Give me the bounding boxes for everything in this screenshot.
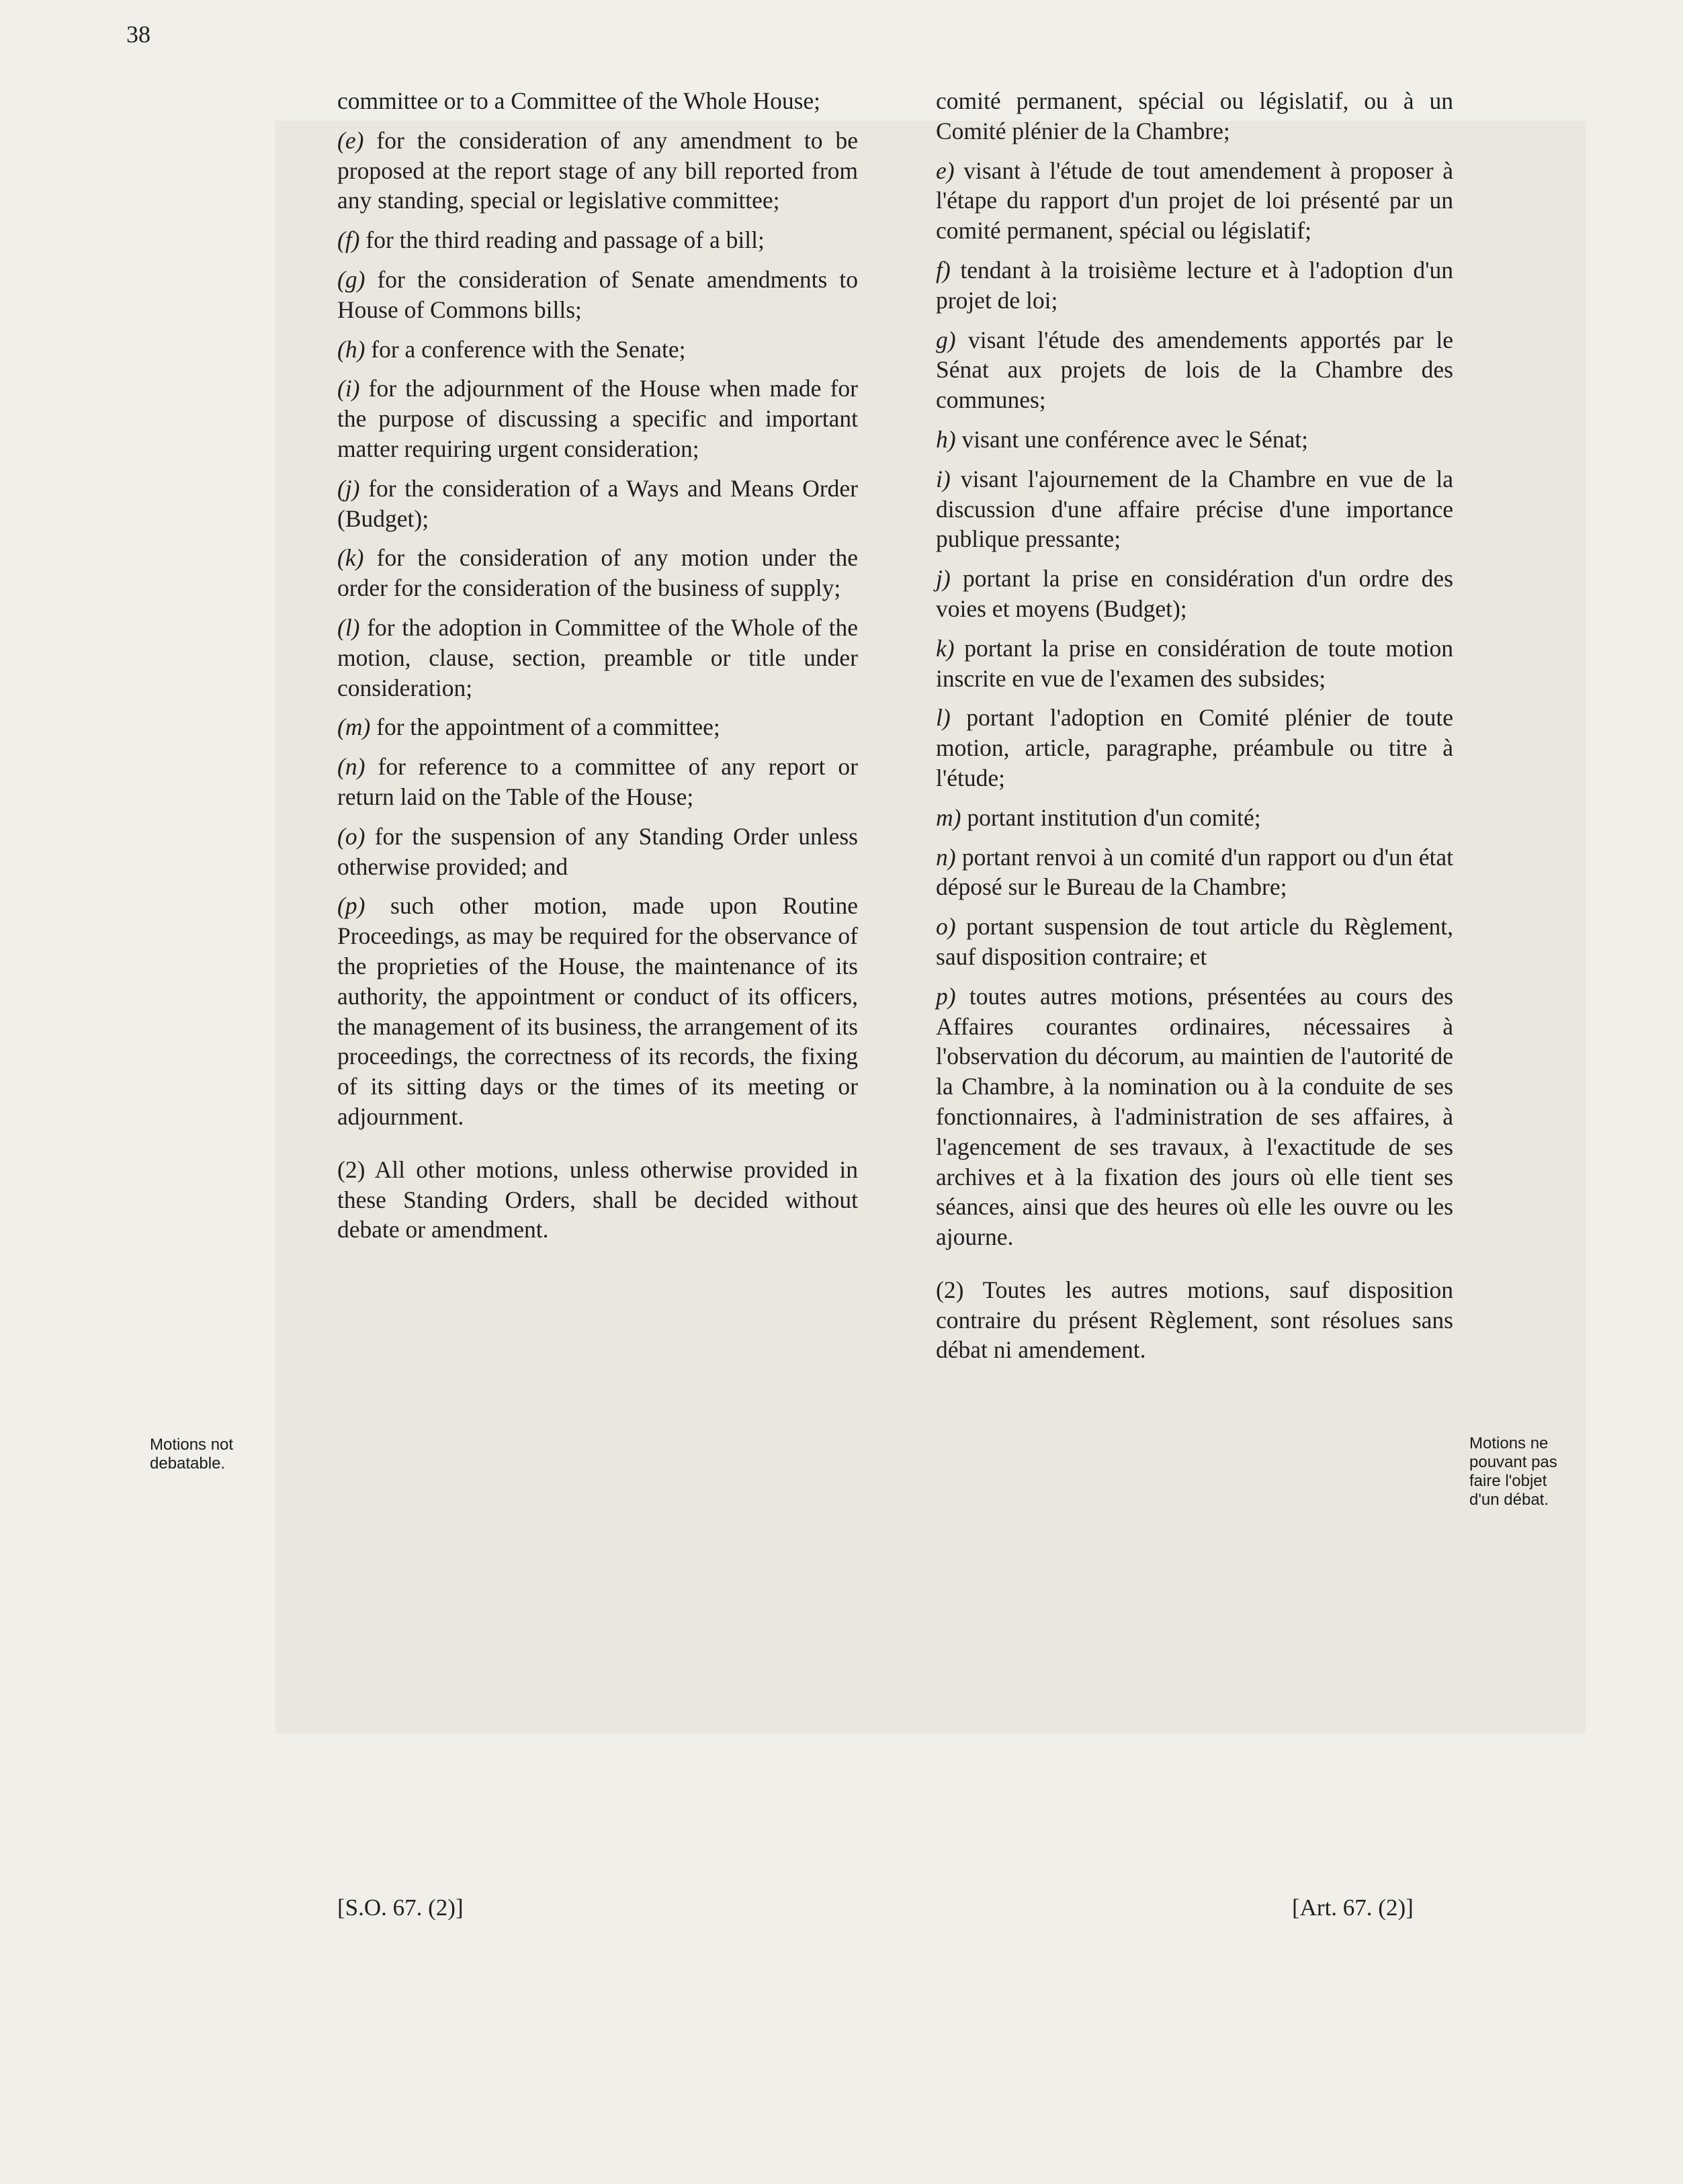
item-text: committee or to a Committee of the Whole House;: [337, 87, 821, 114]
item-text: for the suspension of any Standing Order unless otherwise provided; and: [337, 822, 858, 880]
item-label: k): [936, 634, 955, 662]
list-item: [337, 126, 858, 216]
item-label: h): [936, 425, 956, 453]
item-text: for a conference with the Senate;: [365, 335, 686, 363]
footer-reference-french: [Art. 67. (2)]: [1292, 1894, 1414, 1921]
list-item: [337, 225, 858, 255]
item-label: (l): [337, 613, 360, 641]
item-text: portant institution d'un comité;: [961, 803, 1261, 831]
item-text: such other motion, made upon Routine Proceedings, as may be required for the observance of the proprieties of the House, the maintenance of its authority, the appointment or conduct of its officers, the management of its business, the arrangement of its proceedings, the correctness of its records, the fixing of its sitting days or the times of its meeting or adjournment.: [337, 892, 858, 1130]
item-label: (g): [337, 265, 365, 293]
item-text: visant une conférence avec le Sénat;: [955, 425, 1308, 453]
list-item: [337, 613, 858, 703]
item-text: portant la prise en considération de toute motion inscrite en vue de l'examen des subsides;: [936, 634, 1453, 692]
english-column: [337, 86, 858, 1254]
item-text: tendant à la troisième lecture et à l'adoption d'un projet de loi;: [936, 256, 1453, 314]
item-text: for the consideration of Senate amendments to House of Commons bills;: [337, 265, 858, 323]
item-text: for the consideration of any amendment to be proposed at the report stage of any bill reported from any standing, special or legislative committee;: [337, 126, 858, 214]
item-label: l): [936, 704, 951, 732]
list-item: [337, 752, 858, 812]
subsection-2-paragraph: (2) All other motions, unless otherwise provided in these Standing Orders, shall be decided without debate or amendment.: [337, 1155, 858, 1243]
item-label: n): [936, 843, 956, 871]
list-item: [337, 712, 858, 742]
item-label: p): [936, 982, 956, 1010]
item-label: (j): [337, 474, 360, 502]
item-text: portant suspension de tout article du Règlement, sauf disposition contraire; et: [936, 913, 1453, 970]
item-text: for the consideration of any motion under the order for the consideration of the business of supply;: [337, 544, 858, 602]
item-text: visant l'ajournement de la Chambre en vue de la discussion d'une affaire précise d'une importance publique pressante;: [936, 465, 1453, 553]
item-text: for the consideration of a Ways and Means Order (Budget);: [337, 474, 858, 532]
item-label: e): [936, 157, 955, 184]
list-item: [936, 425, 1453, 455]
item-text: toutes autres motions, présentées au cours des Affaires courantes ordinaires, nécessaires à l'observation du décorum, au maintien de l'autorité de la Chambre, à la nomination ou à la conduite de ses fonctionnaires, à l'administration de ses affaires, à l'agencement de ses travaux, à l'exactitude de ses archives et à la fixation des jours où elle tient ses séances, ainsi que des heures où elle les ouvre ou les ajourne.: [936, 982, 1453, 1251]
item-text: for the adoption in Committee of the Whole of the motion, clause, section, preamble or title under consideration;: [337, 613, 858, 701]
list-item: [337, 335, 858, 365]
list-item: [936, 156, 1453, 246]
list-item: [936, 255, 1453, 316]
item-label: (i): [337, 375, 360, 402]
subsection-2-paragraph: (2) Toutes les autres motions, sauf disposition contraire du présent Règlement, sont résolues sans débat ni amendement.: [936, 1276, 1453, 1364]
list-item: [936, 803, 1453, 833]
item-label: (k): [337, 544, 364, 572]
item-text: visant l'étude des amendements apportés par le Sénat aux projets de lois de la Chambre des communes;: [936, 326, 1453, 414]
french-column: [936, 86, 1453, 1374]
item-label: f): [936, 256, 951, 283]
item-text: portant la prise en considération d'un ordre des voies et moyens (Budget);: [936, 565, 1453, 622]
list-item: [337, 543, 858, 603]
item-label: (n): [337, 753, 365, 781]
item-text: portant renvoi à un comité d'un rapport ou d'un état déposé sur le Bureau de la Chambre;: [936, 843, 1453, 901]
list-item: [337, 86, 858, 116]
item-label: i): [936, 465, 951, 492]
item-text: for the appointment of a committee;: [370, 713, 720, 741]
list-item: [936, 86, 1453, 146]
item-text: for the adjournment of the House when made for the purpose of discussing a specific and important matter requiring urgent consideration;: [337, 375, 858, 462]
marginal-note-english: Motions not debatable.: [150, 1436, 234, 1473]
list-item: [936, 981, 1453, 1252]
marginal-note-french: Motions ne pouvant pas faire l'objet d'un débat.: [1469, 1434, 1557, 1509]
item-text: portant l'adoption en Comité plénier de toute motion, article, paragraphe, préambule ou titre à l'étude;: [936, 704, 1453, 791]
item-text: comité permanent, spécial ou législatif, ou à un Comité plénier de la Chambre;: [936, 87, 1453, 144]
item-label: (p): [337, 892, 365, 920]
list-item: [936, 634, 1453, 694]
list-item: [337, 374, 858, 464]
list-item: [936, 842, 1453, 903]
item-label: g): [936, 326, 956, 353]
footer-reference-english: [S.O. 67. (2)]: [337, 1894, 464, 1921]
item-text: for reference to a committee of any report or return laid on the Table of the House;: [337, 753, 858, 810]
item-label: (h): [337, 335, 365, 363]
item-label: (f): [337, 226, 360, 254]
item-label: o): [936, 913, 956, 941]
item-label: m): [936, 803, 961, 831]
list-item: [936, 564, 1453, 624]
item-label: (e): [337, 126, 364, 154]
list-item: [936, 464, 1453, 554]
item-label: (m): [337, 713, 371, 741]
list-item: [337, 891, 858, 1131]
item-label: j): [936, 565, 951, 593]
item-text: visant à l'étude de tout amendement à proposer à l'étape du rapport d'un projet de loi présenté par un comité permanent, spécial ou législatif;: [936, 157, 1453, 245]
list-item: [337, 822, 858, 882]
list-item: [337, 474, 858, 534]
item-text: for the third reading and passage of a bill;: [359, 226, 765, 254]
list-item: [337, 265, 858, 325]
list-item: [936, 703, 1453, 793]
item-label: (o): [337, 822, 365, 850]
page-number: 38: [126, 21, 150, 48]
list-item: [936, 912, 1453, 972]
list-item: [936, 325, 1453, 415]
